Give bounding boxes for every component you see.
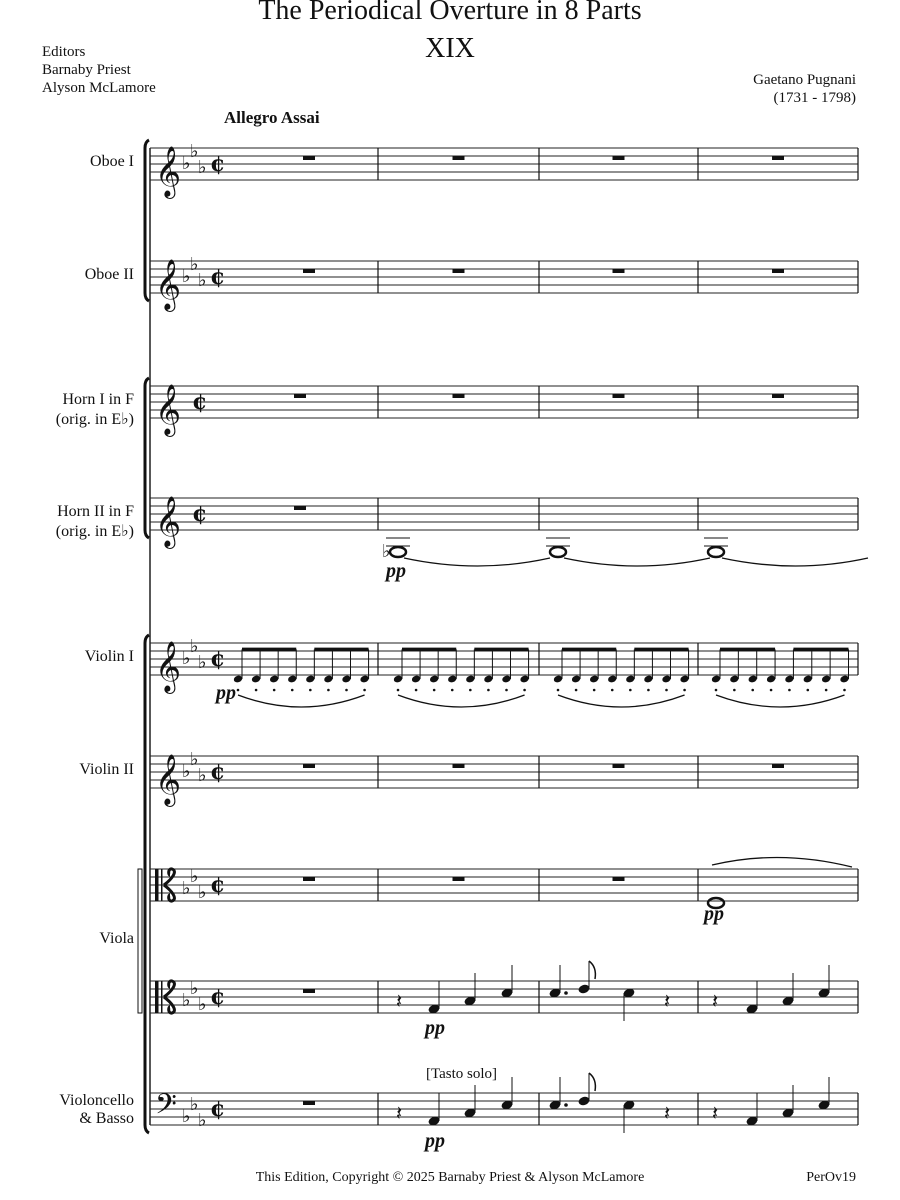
cut-time-icon: ¢ bbox=[210, 984, 226, 1010]
whole-rest-icon bbox=[453, 269, 465, 273]
tie bbox=[404, 558, 550, 566]
flat-key-signature-icon: ♭ bbox=[190, 1094, 199, 1115]
staccato-dot bbox=[715, 689, 718, 692]
cut-time-icon: ¢ bbox=[210, 646, 226, 672]
copyright-notice: This Edition, Copyright © 2025 Barnaby Priest & Alyson McLamore bbox=[255, 1170, 645, 1185]
flat-key-signature-icon: ♭ bbox=[190, 978, 199, 999]
slur bbox=[398, 695, 525, 707]
cut-time-icon: ¢ bbox=[210, 151, 226, 177]
eighth-flag bbox=[589, 1073, 595, 1091]
staccato-dot bbox=[327, 689, 330, 692]
dynamic-marking: pp bbox=[704, 903, 724, 925]
cut-time-icon: ¢ bbox=[210, 759, 226, 785]
staccato-dot bbox=[611, 689, 614, 692]
staccato-dot bbox=[273, 689, 276, 692]
quarter-rest-icon: 𝄽 bbox=[396, 1101, 403, 1125]
instrument-label-violin-1: Violin I bbox=[84, 648, 134, 665]
bracket-strings bbox=[145, 635, 149, 1133]
whole-rest-icon bbox=[613, 156, 625, 160]
staccato-dot bbox=[505, 689, 508, 692]
alto-clef-icon bbox=[155, 981, 159, 1013]
flat-key-signature-icon: ♭ bbox=[198, 270, 207, 291]
flat-key-signature-icon: ♭ bbox=[198, 652, 207, 673]
staccato-dot bbox=[345, 689, 348, 692]
whole-rest-icon bbox=[453, 156, 465, 160]
editor-name: Alyson McLamore bbox=[42, 80, 156, 96]
whole-rest-icon bbox=[294, 506, 306, 510]
staccato-dot bbox=[523, 689, 526, 692]
flat-accidental-icon: ♭ bbox=[382, 541, 391, 562]
score-title: The Periodical Overture in 8 Parts bbox=[258, 0, 642, 26]
whole-rest-icon bbox=[772, 269, 784, 273]
plate-number: PerOv19 bbox=[806, 1170, 856, 1185]
dynamic-marking: pp bbox=[386, 560, 406, 582]
instrument-label-horn-1-orig: (orig. in E♭) bbox=[55, 411, 134, 428]
staccato-dot bbox=[788, 689, 791, 692]
staccato-dot bbox=[255, 689, 258, 692]
cut-time-icon: ¢ bbox=[210, 264, 226, 290]
staccato-dot bbox=[575, 689, 578, 692]
dot bbox=[564, 991, 568, 995]
whole-rest-icon bbox=[294, 394, 306, 398]
bass-clef-icon: 𝄢 bbox=[155, 1088, 177, 1128]
flat-key-signature-icon: ♭ bbox=[182, 761, 191, 782]
slur bbox=[716, 695, 844, 707]
alto-clef-icon bbox=[155, 869, 159, 901]
flat-key-signature-icon: ♭ bbox=[182, 648, 191, 669]
flat-key-signature-icon: ♭ bbox=[182, 153, 191, 174]
flat-key-signature-icon: ♭ bbox=[182, 990, 191, 1011]
staccato-dot bbox=[487, 689, 490, 692]
quarter-rest-icon: 𝄽 bbox=[712, 1101, 719, 1125]
whole-note bbox=[550, 547, 566, 557]
staccato-dot bbox=[433, 689, 436, 692]
tempo-marking: Allegro Assai bbox=[224, 108, 320, 127]
staccato-dot bbox=[770, 689, 773, 692]
instrument-label-horn-2: Horn II in F bbox=[57, 503, 134, 520]
whole-note bbox=[390, 547, 406, 557]
instrument-label-horn-2-orig: (orig. in E♭) bbox=[55, 523, 134, 540]
cut-time-icon: ¢ bbox=[192, 501, 208, 527]
viola-divisi-brace bbox=[138, 869, 142, 1013]
flat-key-signature-icon: ♭ bbox=[190, 636, 199, 657]
flat-key-signature-icon: ♭ bbox=[190, 254, 199, 275]
whole-rest-icon bbox=[303, 989, 315, 993]
alto-clef-icon bbox=[161, 869, 163, 901]
tie bbox=[712, 857, 852, 867]
staccato-dot bbox=[825, 689, 828, 692]
instrument-label-oboe-1: Oboe I bbox=[90, 153, 134, 170]
instrument-label-violin-2: Violin II bbox=[79, 761, 134, 778]
cut-time-icon: ¢ bbox=[192, 389, 208, 415]
whole-rest-icon bbox=[772, 764, 784, 768]
bracket-horns bbox=[145, 378, 149, 538]
staccato-dot bbox=[291, 689, 294, 692]
instrument-label-viola: Viola bbox=[99, 930, 134, 947]
instrument-label-horn-1: Horn I in F bbox=[62, 391, 134, 408]
dynamic-marking: pp bbox=[425, 1130, 445, 1152]
treble-clef-icon: 𝄞 bbox=[155, 496, 182, 547]
cut-time-icon: ¢ bbox=[210, 1096, 226, 1122]
instrument-label-basso: & Basso bbox=[79, 1110, 134, 1127]
whole-rest-icon bbox=[303, 1101, 315, 1105]
treble-clef-icon: 𝄞 bbox=[155, 754, 182, 805]
staccato-dot bbox=[665, 689, 668, 692]
tie bbox=[564, 558, 710, 566]
instrument-label-cello: Violoncello bbox=[59, 1092, 134, 1109]
whole-rest-icon bbox=[303, 764, 315, 768]
whole-rest-icon bbox=[303, 156, 315, 160]
staccato-dot bbox=[806, 689, 809, 692]
quarter-rest-icon: 𝄽 bbox=[712, 989, 719, 1013]
staccato-dot bbox=[469, 689, 472, 692]
whole-rest-icon bbox=[613, 764, 625, 768]
treble-clef-icon: 𝄞 bbox=[155, 384, 182, 435]
slur bbox=[558, 695, 685, 707]
whole-rest-icon bbox=[613, 394, 625, 398]
whole-note bbox=[708, 547, 724, 557]
flat-key-signature-icon: ♭ bbox=[198, 765, 207, 786]
alto-clef-icon bbox=[161, 981, 163, 1013]
composer-name: Gaetano Pugnani bbox=[753, 72, 856, 88]
performance-annotation: [Tasto solo] bbox=[426, 1066, 498, 1082]
flat-key-signature-icon: ♭ bbox=[190, 749, 199, 770]
whole-rest-icon bbox=[613, 269, 625, 273]
staccato-dot bbox=[593, 689, 596, 692]
score-subtitle: XIX bbox=[425, 33, 475, 64]
quarter-rest-icon: 𝄽 bbox=[664, 989, 671, 1013]
whole-rest-icon bbox=[613, 877, 625, 881]
whole-rest-icon bbox=[453, 764, 465, 768]
flat-key-signature-icon: ♭ bbox=[190, 866, 199, 887]
whole-rest-icon bbox=[772, 156, 784, 160]
instrument-label-oboe-2: Oboe II bbox=[84, 266, 134, 283]
staccato-dot bbox=[647, 689, 650, 692]
whole-rest-icon bbox=[303, 269, 315, 273]
staccato-dot bbox=[629, 689, 632, 692]
staccato-dot bbox=[363, 689, 366, 692]
staccato-dot bbox=[733, 689, 736, 692]
staccato-dot bbox=[683, 689, 686, 692]
staccato-dot bbox=[451, 689, 454, 692]
flat-key-signature-icon: ♭ bbox=[190, 141, 199, 162]
quarter-rest-icon: 𝄽 bbox=[396, 989, 403, 1013]
dot bbox=[564, 1103, 568, 1107]
treble-clef-icon: 𝄞 bbox=[155, 641, 182, 692]
whole-rest-icon bbox=[772, 394, 784, 398]
treble-clef-icon: 𝄞 bbox=[155, 146, 182, 197]
cut-time-icon: ¢ bbox=[210, 872, 226, 898]
composer-dates: (1731 - 1798) bbox=[773, 90, 856, 106]
flat-key-signature-icon: ♭ bbox=[182, 1106, 191, 1127]
staccato-dot bbox=[237, 689, 240, 692]
whole-rest-icon bbox=[453, 877, 465, 881]
dynamic-marking: pp bbox=[425, 1017, 445, 1039]
flat-key-signature-icon: ♭ bbox=[182, 878, 191, 899]
editors-heading: Editors bbox=[42, 44, 86, 60]
flat-key-signature-icon: ♭ bbox=[198, 1110, 207, 1131]
whole-rest-icon bbox=[303, 877, 315, 881]
bracket-oboes bbox=[145, 140, 149, 301]
staccato-dot bbox=[751, 689, 754, 692]
slur bbox=[238, 695, 365, 707]
editor-name: Barnaby Priest bbox=[42, 62, 131, 78]
staccato-dot bbox=[557, 689, 560, 692]
flat-key-signature-icon: ♭ bbox=[198, 157, 207, 178]
staccato-dot bbox=[843, 689, 846, 692]
eighth-flag bbox=[589, 961, 595, 979]
whole-rest-icon bbox=[453, 394, 465, 398]
flat-key-signature-icon: ♭ bbox=[182, 266, 191, 287]
quarter-rest-icon: 𝄽 bbox=[664, 1101, 671, 1125]
whole-note bbox=[708, 898, 724, 908]
dynamic-marking: pp bbox=[216, 682, 236, 704]
staccato-dot bbox=[415, 689, 418, 692]
flat-key-signature-icon: ♭ bbox=[198, 882, 207, 903]
staccato-dot bbox=[397, 689, 400, 692]
treble-clef-icon: 𝄞 bbox=[155, 259, 182, 310]
flat-key-signature-icon: ♭ bbox=[198, 994, 207, 1015]
tie bbox=[722, 558, 868, 566]
staccato-dot bbox=[309, 689, 312, 692]
